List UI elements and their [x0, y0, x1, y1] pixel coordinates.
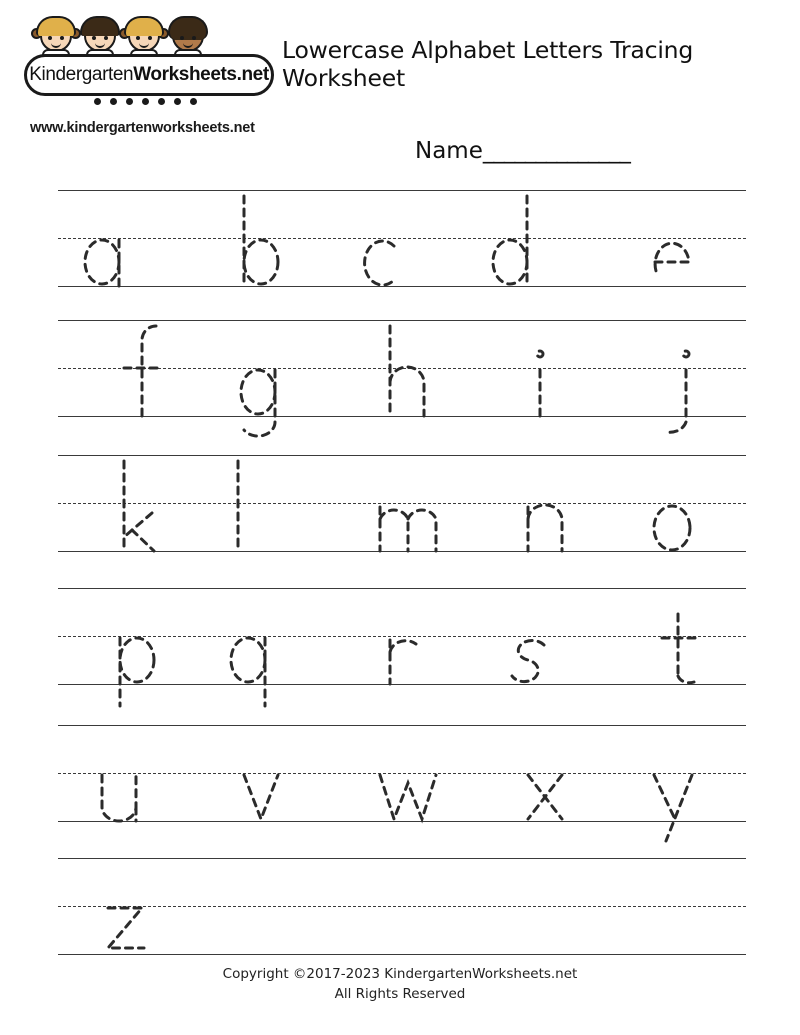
site-url: www.kindergartenworksheets.net — [30, 120, 255, 136]
trace-letter-j — [666, 351, 689, 432]
row-1-letters — [58, 190, 746, 290]
trace-letter-g — [241, 370, 275, 436]
row-3-letters — [58, 455, 746, 555]
copyright-text: Copyright ©2017-2023 KindergartenWorksheets.net — [222, 966, 578, 982]
row-5-letters — [58, 725, 746, 855]
trace-letter-d — [493, 196, 527, 286]
page-title: Lowercase Alphabet Letters Tracing Worksheet — [282, 36, 694, 92]
trace-letter-v — [244, 775, 278, 819]
trace-letter-m — [380, 507, 436, 551]
trace-letter-c — [365, 241, 394, 285]
trace-letter-x — [528, 775, 562, 819]
trace-letter-k — [124, 461, 154, 551]
trace-letter-h — [390, 326, 424, 416]
logo-word-kindergarten: Kindergarten — [29, 64, 134, 85]
trace-letter-t — [662, 614, 696, 683]
trace-letter-e — [655, 243, 689, 276]
footer — [0, 965, 800, 1004]
trace-letter-b — [244, 196, 278, 286]
row-2-letters — [58, 320, 746, 450]
tracing-row-2 — [58, 320, 746, 420]
trace-letter-u — [102, 775, 136, 821]
trace-letter-a — [85, 240, 119, 286]
trace-letter-s — [512, 640, 544, 681]
tracing-row-5 — [58, 725, 746, 825]
trace-letter-q — [231, 638, 265, 706]
trace-letter-o — [654, 506, 690, 550]
trace-letter-f — [124, 326, 158, 416]
trace-letter-i — [537, 351, 543, 416]
tracing-row-1 — [58, 190, 746, 290]
trace-letter-r — [390, 640, 416, 684]
name-label: Name — [415, 138, 483, 164]
tracing-row-3 — [58, 455, 746, 555]
rights-text: All Rights Reserved — [334, 985, 466, 1002]
tracing-row-4 — [58, 588, 746, 688]
logo-word-worksheets: Worksheets.net — [133, 64, 269, 85]
tracing-row-6 — [58, 858, 746, 958]
trace-letter-w — [380, 775, 436, 819]
trace-letter-n — [528, 505, 562, 551]
trace-letter-y — [654, 775, 692, 841]
trace-letter-p — [120, 638, 154, 706]
row-4-letters — [58, 588, 746, 718]
name-write-rule: ______________ — [482, 138, 630, 164]
trace-letter-z — [108, 908, 144, 948]
row-6-letters — [58, 858, 746, 958]
